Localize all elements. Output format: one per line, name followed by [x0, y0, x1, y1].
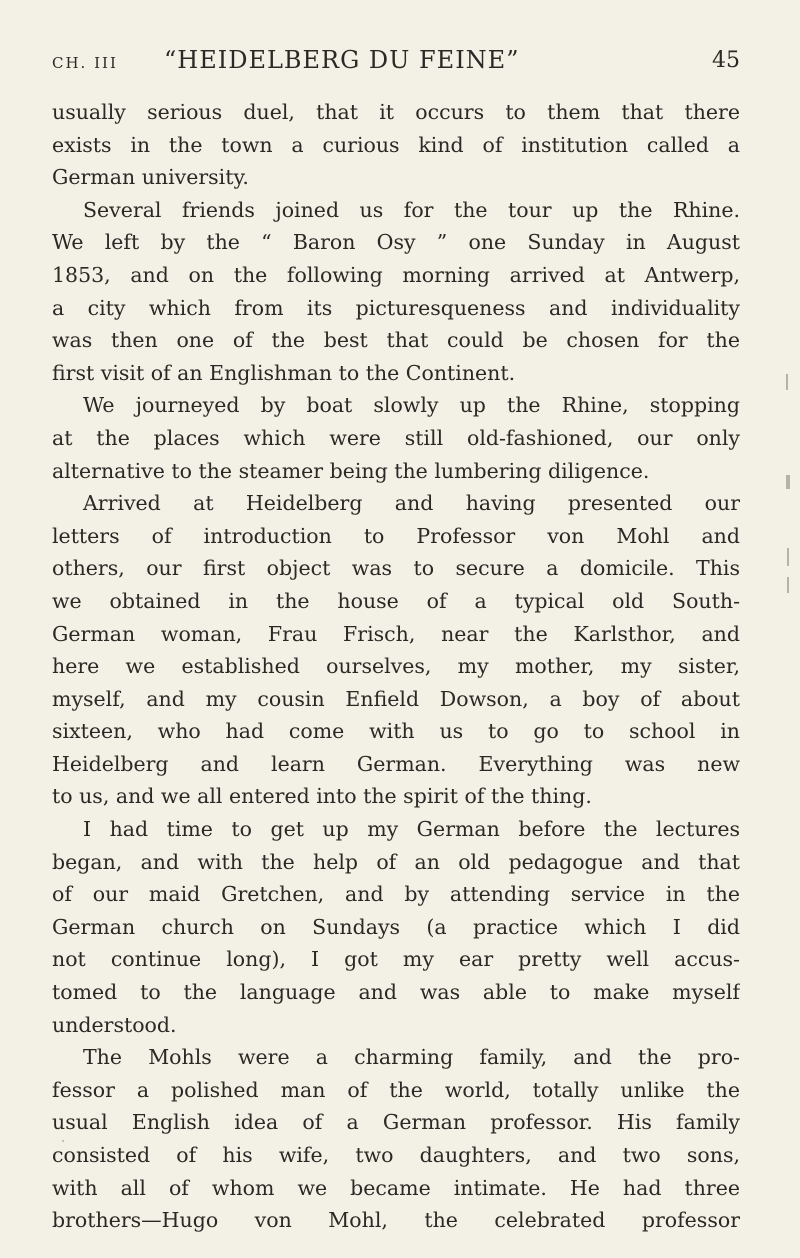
text-line: letters of introduction to Professor von Mohl and	[52, 523, 740, 548]
text-line: was then one of the best that could be chosen for the	[52, 328, 740, 353]
body-text	[52, 96, 740, 1237]
text-line: myself, and my cousin Enfield Dowson, a boy of about	[52, 686, 740, 711]
text-line: tomed to the language and was able to make myself	[52, 980, 740, 1005]
text-line: brothers—Hugo von Mohl, the celebrated professor	[52, 1208, 740, 1233]
text-line: we obtained in the house of a typical old South-	[52, 588, 740, 613]
text-line: The Mohls were a charming family, and the pro-	[83, 1045, 740, 1070]
text-line: Heidelberg and learn German. Everything was new	[52, 751, 740, 776]
page-number: 45	[712, 48, 740, 73]
text-line: consisted of his wife, two daughters, and two sons,	[52, 1143, 740, 1167]
text-line: alternative to the steamer being the lumbering diligence.	[52, 458, 650, 483]
paper-speck	[62, 1140, 64, 1142]
text-line: here we established ourselves, my mother, my sister,	[52, 654, 740, 679]
text-line: German church on Sundays (a practice which I did	[52, 914, 740, 939]
text-line: with all of whom we became intimate. He had three	[52, 1175, 740, 1200]
text-line: exists in the town a curious kind of institution called a	[52, 132, 740, 157]
text-line: began, and with the help of an old pedagogue and that	[52, 849, 740, 874]
text-line: usual English idea of a German professor. His family	[52, 1110, 740, 1135]
running-title: “HEIDELBERG DU FEINE”	[164, 46, 520, 74]
text-line: fessor a polished man of the world, totally unlike the	[52, 1077, 740, 1102]
text-line: a city which from its picturesqueness and individuality	[52, 295, 740, 320]
edge-mark	[787, 548, 789, 566]
text-line: 1853, and on the following morning arrived at Antwerp,	[52, 262, 740, 287]
text-line: to us, and we all entered into the spirit of the thing.	[52, 784, 592, 809]
text-line: usually serious duel, that it occurs to them that there	[52, 100, 740, 124]
text-line: understood.	[52, 1012, 177, 1037]
text-line: at the places which were still old-fashioned, our only	[52, 425, 740, 450]
text-line: German woman, Frau Frisch, near the Karlsthor, and	[52, 621, 740, 646]
edge-mark	[786, 475, 790, 489]
edge-mark	[787, 577, 789, 593]
text-line: first visit of an Englishman to the Continent.	[52, 360, 516, 385]
chapter-label: CH. III	[52, 54, 118, 72]
text-line: others, our first object was to secure a domicile. This	[52, 556, 740, 581]
page-edge-marks	[778, 0, 800, 1258]
text-line: We journeyed by boat slowly up the Rhine, stopping	[83, 393, 740, 418]
running-head	[52, 46, 740, 80]
text-line: German university.	[52, 165, 249, 190]
text-line: We left by the “ Baron Osy ” one Sunday in August	[52, 230, 740, 255]
text-line: Several friends joined us for the tour up the Rhine.	[83, 197, 740, 222]
text-line: Arrived at Heidelberg and having presented our	[83, 491, 740, 516]
text-line: sixteen, who had come with us to go to school in	[52, 719, 740, 744]
text-line: of our maid Gretchen, and by attending service in the	[52, 882, 740, 907]
edge-mark	[786, 374, 788, 390]
text-line: I had time to get up my German before the lectures	[83, 817, 740, 842]
text-line: not continue long), I got my ear pretty well accus-	[52, 947, 740, 972]
